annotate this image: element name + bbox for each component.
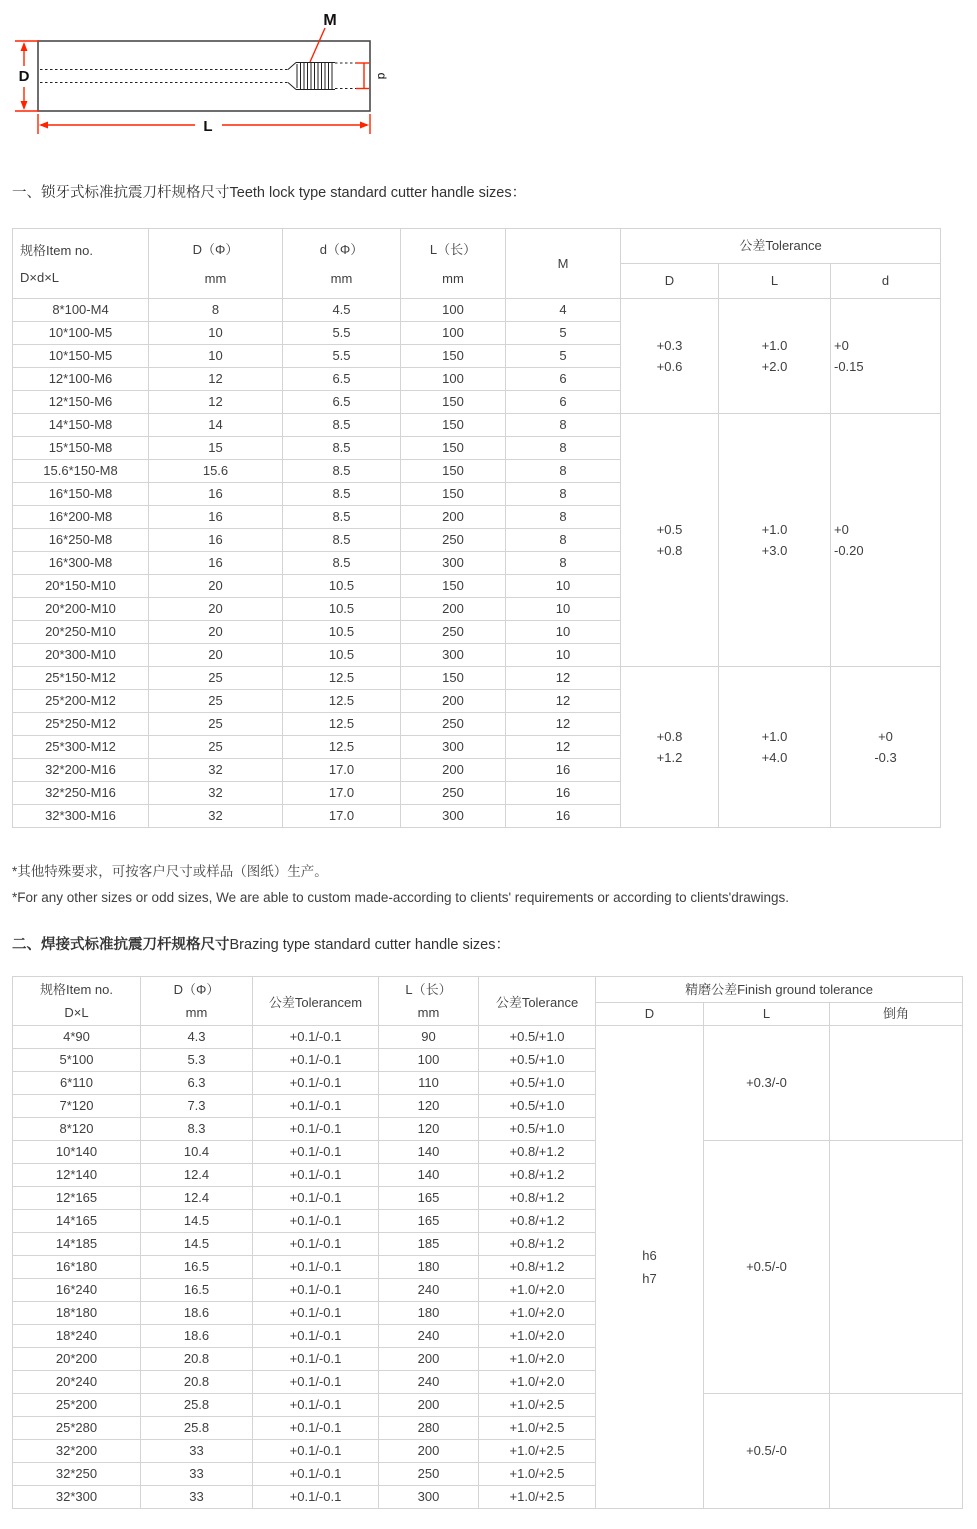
arrowhead-down bbox=[21, 101, 28, 110]
spec-row bbox=[13, 1141, 963, 1164]
diameter-D-cell: 25 bbox=[149, 713, 283, 736]
length-cell: 200 bbox=[379, 1440, 479, 1463]
diameter-D-cell: 25.8 bbox=[141, 1417, 253, 1440]
tolerance-D-cell: +0.1/-0.1 bbox=[253, 1026, 379, 1049]
thread-M-cell: 5 bbox=[506, 322, 621, 345]
length-cell: 150 bbox=[401, 437, 506, 460]
length-cell: 240 bbox=[379, 1371, 479, 1394]
tolerance-L-cell: +0.5/+1.0 bbox=[479, 1118, 596, 1141]
tolerance-L-cell: +1.0/+2.0 bbox=[479, 1348, 596, 1371]
col-header-L: L（长） mm bbox=[379, 977, 479, 1026]
item-no-cell: 20*250-M10 bbox=[13, 621, 149, 644]
length-cell: 280 bbox=[379, 1417, 479, 1440]
spec-row bbox=[13, 667, 941, 690]
item-no-cell: 12*165 bbox=[13, 1187, 141, 1210]
thread-M-cell: 12 bbox=[506, 713, 621, 736]
diameter-D-cell: 32 bbox=[149, 782, 283, 805]
length-cell: 240 bbox=[379, 1279, 479, 1302]
item-no-cell: 20*300-M10 bbox=[13, 644, 149, 667]
diameter-D-cell: 16.5 bbox=[141, 1279, 253, 1302]
tolerance-L-cell: +1.0 +2.0 bbox=[719, 299, 831, 414]
diameter-d-cell: 8.5 bbox=[283, 506, 401, 529]
tolerance-D-cell: +0.1/-0.1 bbox=[253, 1440, 379, 1463]
diameter-D-cell: 16 bbox=[149, 529, 283, 552]
length-cell: 200 bbox=[401, 506, 506, 529]
item-no-cell: 10*150-M5 bbox=[13, 345, 149, 368]
thread-M-cell: 5 bbox=[506, 345, 621, 368]
length-cell: 300 bbox=[401, 552, 506, 575]
item-no-cell: 14*150-M8 bbox=[13, 414, 149, 437]
rod-outline bbox=[38, 41, 370, 111]
item-no-cell: 16*250-M8 bbox=[13, 529, 149, 552]
tol-subcol-L: L bbox=[719, 264, 831, 299]
diameter-D-cell: 5.3 bbox=[141, 1049, 253, 1072]
tolerance-D-cell: +0.1/-0.1 bbox=[253, 1072, 379, 1095]
tolerance-D-cell: +0.1/-0.1 bbox=[253, 1049, 379, 1072]
diameter-d-cell: 12.5 bbox=[283, 690, 401, 713]
section2-heading-cn: 二、焊接式标准抗震刀杆规格尺寸 bbox=[12, 937, 230, 953]
tolerance-D-cell: +0.1/-0.1 bbox=[253, 1417, 379, 1440]
thread-M-cell: 12 bbox=[506, 667, 621, 690]
length-cell: 200 bbox=[401, 598, 506, 621]
thread-M-cell: 10 bbox=[506, 575, 621, 598]
item-no-cell: 16*300-M8 bbox=[13, 552, 149, 575]
length-cell: 110 bbox=[379, 1072, 479, 1095]
diameter-d-cell: 10.5 bbox=[283, 644, 401, 667]
thread-M-cell: 12 bbox=[506, 690, 621, 713]
tolerance-D-cell: +0.1/-0.1 bbox=[253, 1187, 379, 1210]
chamfer-cell bbox=[830, 1026, 963, 1141]
thread-M-cell: 12 bbox=[506, 736, 621, 759]
thread-M-cell: 16 bbox=[506, 805, 621, 828]
col-header-item-line2: D×d×L bbox=[20, 269, 60, 285]
arrowhead-right bbox=[360, 122, 369, 129]
item-no-cell: 32*300 bbox=[13, 1486, 141, 1509]
tolerance-L-cell: +0.8/+1.2 bbox=[479, 1141, 596, 1164]
length-cell: 250 bbox=[401, 529, 506, 552]
length-cell: 200 bbox=[379, 1394, 479, 1417]
diameter-D-cell: 20.8 bbox=[141, 1348, 253, 1371]
tolerance-D-cell: +0.1/-0.1 bbox=[253, 1118, 379, 1141]
section1-heading bbox=[12, 181, 965, 202]
diameter-D-cell: 10 bbox=[149, 345, 283, 368]
diameter-D-cell: 33 bbox=[141, 1463, 253, 1486]
tolerance-L-cell: +0.5/+1.0 bbox=[479, 1026, 596, 1049]
finish-tolerance-L-cell: +0.5/-0 bbox=[704, 1394, 830, 1509]
item-no-cell: 7*120 bbox=[13, 1095, 141, 1118]
thread-M-cell: 4 bbox=[506, 299, 621, 322]
diameter-d-cell: 17.0 bbox=[283, 782, 401, 805]
item-no-cell: 15*150-M8 bbox=[13, 437, 149, 460]
custom-note-en: *For any other sizes or odd sizes, We are able to custom made-according to clients' requirements or according to clients'drawings. bbox=[12, 890, 790, 905]
diameter-D-cell: 10 bbox=[149, 322, 283, 345]
length-cell: 180 bbox=[379, 1256, 479, 1279]
thread-M-cell: 6 bbox=[506, 391, 621, 414]
tolerance-D-cell: +0.1/-0.1 bbox=[253, 1279, 379, 1302]
thread-M-cell: 16 bbox=[506, 782, 621, 805]
diameter-d-cell: 8.5 bbox=[283, 529, 401, 552]
brazing-spec-table bbox=[12, 976, 963, 1509]
tolerance-L-cell: +1.0 +3.0 bbox=[719, 414, 831, 667]
col-header-tolerance-l: 公差Tolerance bbox=[479, 977, 596, 1026]
tol-subcol-d: d bbox=[831, 264, 941, 299]
col-header-D: D（Φ） mm bbox=[141, 977, 253, 1026]
diameter-d-cell: 6.5 bbox=[283, 391, 401, 414]
arrowhead-left bbox=[39, 122, 48, 129]
tolerance-D-cell: +0.1/-0.1 bbox=[253, 1233, 379, 1256]
diameter-d-cell: 17.0 bbox=[283, 805, 401, 828]
item-no-cell: 14*185 bbox=[13, 1233, 141, 1256]
tolerance-D-cell: +0.1/-0.1 bbox=[253, 1371, 379, 1394]
tolerance-D-cell: +0.1/-0.1 bbox=[253, 1256, 379, 1279]
diameter-d-cell: 8.5 bbox=[283, 437, 401, 460]
tolerance-L-cell: +0.8/+1.2 bbox=[479, 1256, 596, 1279]
length-cell: 150 bbox=[401, 667, 506, 690]
length-cell: 120 bbox=[379, 1095, 479, 1118]
thread-M-cell: 6 bbox=[506, 368, 621, 391]
diameter-d-cell: 8.5 bbox=[283, 483, 401, 506]
thread-M-cell: 8 bbox=[506, 414, 621, 437]
technical-drawing bbox=[12, 8, 392, 146]
tolerance-L-cell: +0.5/+1.0 bbox=[479, 1049, 596, 1072]
thread-M-cell: 8 bbox=[506, 437, 621, 460]
diameter-D-cell: 20 bbox=[149, 598, 283, 621]
chamfer-cell bbox=[830, 1141, 963, 1394]
item-no-cell: 20*240 bbox=[13, 1371, 141, 1394]
length-cell: 250 bbox=[401, 782, 506, 805]
diameter-D-cell: 20 bbox=[149, 621, 283, 644]
length-cell: 200 bbox=[401, 759, 506, 782]
section2-heading-en: Brazing type standard cutter handle sizes： bbox=[229, 937, 510, 953]
diameter-D-cell: 20.8 bbox=[141, 1371, 253, 1394]
finish-subcol-L: L bbox=[704, 1003, 830, 1026]
spec-row bbox=[13, 1394, 963, 1417]
diameter-d-cell: 6.5 bbox=[283, 368, 401, 391]
diameter-D-cell: 4.3 bbox=[141, 1026, 253, 1049]
col-header-item-no bbox=[13, 229, 149, 299]
m-label: M bbox=[323, 12, 337, 29]
col-header-d: d（Φ） mm bbox=[283, 229, 401, 299]
length-cell: 140 bbox=[379, 1141, 479, 1164]
tolerance-L-cell: +0.8/+1.2 bbox=[479, 1210, 596, 1233]
thread-M-cell: 8 bbox=[506, 460, 621, 483]
item-no-cell: 25*250-M12 bbox=[13, 713, 149, 736]
diameter-D-cell: 33 bbox=[141, 1440, 253, 1463]
tolerance-L-cell: +1.0/+2.0 bbox=[479, 1279, 596, 1302]
teeth-lock-spec-table bbox=[12, 228, 941, 828]
item-no-cell: 20*200-M10 bbox=[13, 598, 149, 621]
item-no-cell: 32*200-M16 bbox=[13, 759, 149, 782]
finish-subcol-D: D bbox=[596, 1003, 704, 1026]
diameter-D-cell: 18.6 bbox=[141, 1302, 253, 1325]
item-no-cell: 8*120 bbox=[13, 1118, 141, 1141]
item-no-cell: 10*140 bbox=[13, 1141, 141, 1164]
length-cell: 100 bbox=[401, 299, 506, 322]
length-cell: 200 bbox=[379, 1348, 479, 1371]
diameter-D-cell: 15.6 bbox=[149, 460, 283, 483]
tolerance-L-cell: +0.5/+1.0 bbox=[479, 1072, 596, 1095]
diameter-d-cell: 12.5 bbox=[283, 736, 401, 759]
item-no-cell: 8*100-M4 bbox=[13, 299, 149, 322]
item-no-cell: 12*150-M6 bbox=[13, 391, 149, 414]
section2-heading bbox=[12, 933, 965, 954]
item-no-cell: 14*165 bbox=[13, 1210, 141, 1233]
item-no-cell: 12*100-M6 bbox=[13, 368, 149, 391]
length-cell: 200 bbox=[401, 690, 506, 713]
length-cell: 300 bbox=[401, 736, 506, 759]
diameter-d-cell: 10.5 bbox=[283, 575, 401, 598]
diameter-D-cell: 25 bbox=[149, 736, 283, 759]
tolerance-D-cell: +0.1/-0.1 bbox=[253, 1394, 379, 1417]
diameter-D-cell: 12.4 bbox=[141, 1164, 253, 1187]
diameter-D-cell: 20 bbox=[149, 644, 283, 667]
diameter-D-cell: 25 bbox=[149, 690, 283, 713]
diameter-D-cell: 16 bbox=[149, 552, 283, 575]
diameter-D-cell: 7.3 bbox=[141, 1095, 253, 1118]
length-cell: 180 bbox=[379, 1302, 479, 1325]
diameter-D-cell: 33 bbox=[141, 1486, 253, 1509]
item-no-cell: 32*250 bbox=[13, 1463, 141, 1486]
diameter-d-cell: 8.5 bbox=[283, 414, 401, 437]
spec-row bbox=[13, 299, 941, 322]
item-no-cell: 18*180 bbox=[13, 1302, 141, 1325]
diameter-d-cell: 12.5 bbox=[283, 713, 401, 736]
thread-M-cell: 16 bbox=[506, 759, 621, 782]
col-header-finish-tolerance: 精磨公差Finish ground tolerance bbox=[596, 977, 963, 1003]
item-no-cell: 25*200 bbox=[13, 1394, 141, 1417]
diameter-d-cell: 17.0 bbox=[283, 759, 401, 782]
diameter-D-cell: 12.4 bbox=[141, 1187, 253, 1210]
item-no-cell: 16*240 bbox=[13, 1279, 141, 1302]
tolerance-L-cell: +1.0 +4.0 bbox=[719, 667, 831, 828]
length-cell: 250 bbox=[401, 621, 506, 644]
diameter-D-cell: 16 bbox=[149, 483, 283, 506]
tolerance-L-cell: +1.0/+2.5 bbox=[479, 1394, 596, 1417]
tolerance-D-cell: +0.3 +0.6 bbox=[621, 299, 719, 414]
tolerance-d-cell: +0 -0.15 bbox=[831, 299, 941, 414]
diameter-D-cell: 16.5 bbox=[141, 1256, 253, 1279]
col-header-tolerance-d: 公差Tolerancem bbox=[253, 977, 379, 1026]
chamfer-cell bbox=[830, 1394, 963, 1509]
tolerance-D-cell: +0.1/-0.1 bbox=[253, 1463, 379, 1486]
tolerance-L-cell: +1.0/+2.0 bbox=[479, 1325, 596, 1348]
thread-M-cell: 8 bbox=[506, 506, 621, 529]
diameter-d-cell: 10.5 bbox=[283, 598, 401, 621]
diameter-D-cell: 20 bbox=[149, 575, 283, 598]
item-no-cell: 20*150-M10 bbox=[13, 575, 149, 598]
tolerance-D-cell: +0.1/-0.1 bbox=[253, 1141, 379, 1164]
length-cell: 240 bbox=[379, 1325, 479, 1348]
length-cell: 120 bbox=[379, 1118, 479, 1141]
item-no-cell: 15.6*150-M8 bbox=[13, 460, 149, 483]
tolerance-D-cell: +0.1/-0.1 bbox=[253, 1210, 379, 1233]
diameter-D-cell: 10.4 bbox=[141, 1141, 253, 1164]
section1-heading-cn: 一、锁牙式标准抗震刀杆规格尺寸 bbox=[12, 185, 230, 201]
length-cell: 300 bbox=[401, 805, 506, 828]
item-no-cell: 25*200-M12 bbox=[13, 690, 149, 713]
thread-M-cell: 10 bbox=[506, 621, 621, 644]
item-no-cell: 12*140 bbox=[13, 1164, 141, 1187]
col-header-item-line1: 规格Item no. bbox=[20, 242, 93, 258]
col-header-D: D（Φ） mm bbox=[149, 229, 283, 299]
diameter-d-cell: 12.5 bbox=[283, 667, 401, 690]
tol-subcol-D: D bbox=[621, 264, 719, 299]
finish-tolerance-D-cell: h6 h7 bbox=[596, 1026, 704, 1509]
diameter-D-cell: 32 bbox=[149, 805, 283, 828]
length-cell: 150 bbox=[401, 483, 506, 506]
length-cell: 165 bbox=[379, 1210, 479, 1233]
diameter-D-cell: 14.5 bbox=[141, 1233, 253, 1256]
spec-row bbox=[13, 414, 941, 437]
diameter-D-cell: 18.6 bbox=[141, 1325, 253, 1348]
col-header-L: L（长） mm bbox=[401, 229, 506, 299]
tolerance-D-cell: +0.8 +1.2 bbox=[621, 667, 719, 828]
item-no-cell: 10*100-M5 bbox=[13, 322, 149, 345]
diameter-d-cell: 8.5 bbox=[283, 460, 401, 483]
tolerance-L-cell: +1.0/+2.0 bbox=[479, 1371, 596, 1394]
length-cell: 150 bbox=[401, 575, 506, 598]
length-cell: 300 bbox=[401, 644, 506, 667]
diameter-D-cell: 15 bbox=[149, 437, 283, 460]
col-header-tolerance: 公差Tolerance bbox=[621, 229, 941, 264]
item-no-cell: 4*90 bbox=[13, 1026, 141, 1049]
tolerance-L-cell: +0.8/+1.2 bbox=[479, 1187, 596, 1210]
thread-M-cell: 10 bbox=[506, 644, 621, 667]
diameter-D-cell: 25.8 bbox=[141, 1394, 253, 1417]
length-cell: 150 bbox=[401, 460, 506, 483]
col-header-M: M bbox=[506, 229, 621, 299]
diameter-d-cell: 10.5 bbox=[283, 621, 401, 644]
thread-M-cell: 8 bbox=[506, 483, 621, 506]
tolerance-D-cell: +0.5 +0.8 bbox=[621, 414, 719, 667]
length-cell: 165 bbox=[379, 1187, 479, 1210]
finish-tolerance-L-cell: +0.5/-0 bbox=[704, 1141, 830, 1394]
tolerance-L-cell: +0.8/+1.2 bbox=[479, 1164, 596, 1187]
tolerance-d-cell: +0 -0.3 bbox=[831, 667, 941, 828]
length-cell: 140 bbox=[379, 1164, 479, 1187]
arrowhead-up bbox=[21, 42, 28, 51]
tolerance-L-cell: +1.0/+2.5 bbox=[479, 1417, 596, 1440]
item-no-cell: 25*280 bbox=[13, 1417, 141, 1440]
diameter-D-cell: 12 bbox=[149, 368, 283, 391]
length-cell: 185 bbox=[379, 1233, 479, 1256]
finish-subcol-chamfer: 倒角 bbox=[830, 1003, 963, 1026]
tolerance-D-cell: +0.1/-0.1 bbox=[253, 1325, 379, 1348]
tolerance-D-cell: +0.1/-0.1 bbox=[253, 1348, 379, 1371]
length-cell: 250 bbox=[379, 1463, 479, 1486]
length-cell: 300 bbox=[379, 1486, 479, 1509]
item-no-cell: 25*150-M12 bbox=[13, 667, 149, 690]
tolerance-L-cell: +0.5/+1.0 bbox=[479, 1095, 596, 1118]
tolerance-L-cell: +1.0/+2.0 bbox=[479, 1302, 596, 1325]
length-cell: 150 bbox=[401, 391, 506, 414]
item-no-cell: 32*200 bbox=[13, 1440, 141, 1463]
diameter-D-cell: 14 bbox=[149, 414, 283, 437]
diameter-D-cell: 14.5 bbox=[141, 1210, 253, 1233]
diameter-D-cell: 25 bbox=[149, 667, 283, 690]
l-label: L bbox=[203, 118, 213, 135]
item-no-cell: 5*100 bbox=[13, 1049, 141, 1072]
thread-M-cell: 10 bbox=[506, 598, 621, 621]
diameter-D-cell: 8 bbox=[149, 299, 283, 322]
diameter-d-cell: 5.5 bbox=[283, 345, 401, 368]
item-no-cell: 25*300-M12 bbox=[13, 736, 149, 759]
tolerance-L-cell: +1.0/+2.5 bbox=[479, 1440, 596, 1463]
diameter-D-cell: 16 bbox=[149, 506, 283, 529]
tolerance-D-cell: +0.1/-0.1 bbox=[253, 1302, 379, 1325]
tolerance-L-cell: +1.0/+2.5 bbox=[479, 1463, 596, 1486]
length-cell: 150 bbox=[401, 414, 506, 437]
tolerance-L-cell: +1.0/+2.5 bbox=[479, 1486, 596, 1509]
diameter-D-cell: 6.3 bbox=[141, 1072, 253, 1095]
thread-M-cell: 8 bbox=[506, 529, 621, 552]
small-d-label: d bbox=[375, 72, 389, 80]
length-cell: 90 bbox=[379, 1026, 479, 1049]
section1-heading-en: Teeth lock type standard cutter handle sizes： bbox=[229, 185, 527, 201]
length-cell: 100 bbox=[401, 322, 506, 345]
item-no-cell: 20*200 bbox=[13, 1348, 141, 1371]
item-no-cell: 6*110 bbox=[13, 1072, 141, 1095]
tolerance-D-cell: +0.1/-0.1 bbox=[253, 1486, 379, 1509]
diameter-D-cell: 12 bbox=[149, 391, 283, 414]
item-no-cell: 16*180 bbox=[13, 1256, 141, 1279]
item-no-cell: 16*150-M8 bbox=[13, 483, 149, 506]
tolerance-L-cell: +0.8/+1.2 bbox=[479, 1233, 596, 1256]
col-header-item-no: 规格Item no. D×L bbox=[13, 977, 141, 1026]
length-cell: 250 bbox=[401, 713, 506, 736]
diameter-d-cell: 8.5 bbox=[283, 552, 401, 575]
item-no-cell: 32*250-M16 bbox=[13, 782, 149, 805]
item-no-cell: 18*240 bbox=[13, 1325, 141, 1348]
diameter-D-cell: 32 bbox=[149, 759, 283, 782]
tolerance-d-cell: +0 -0.20 bbox=[831, 414, 941, 667]
length-cell: 150 bbox=[401, 345, 506, 368]
tolerance-D-cell: +0.1/-0.1 bbox=[253, 1164, 379, 1187]
thread-M-cell: 8 bbox=[506, 552, 621, 575]
item-no-cell: 32*300-M16 bbox=[13, 805, 149, 828]
finish-tolerance-L-cell: +0.3/-0 bbox=[704, 1026, 830, 1141]
diameter-D-cell: 8.3 bbox=[141, 1118, 253, 1141]
length-cell: 100 bbox=[401, 368, 506, 391]
custom-note-cn: *其他特殊要求，可按客户尺寸或样品（图纸）生产。 bbox=[12, 864, 328, 879]
big-d-label: D bbox=[18, 68, 30, 85]
diameter-d-cell: 5.5 bbox=[283, 322, 401, 345]
diameter-d-cell: 4.5 bbox=[283, 299, 401, 322]
tolerance-D-cell: +0.1/-0.1 bbox=[253, 1095, 379, 1118]
spec-row bbox=[13, 1026, 963, 1049]
length-cell: 100 bbox=[379, 1049, 479, 1072]
item-no-cell: 16*200-M8 bbox=[13, 506, 149, 529]
